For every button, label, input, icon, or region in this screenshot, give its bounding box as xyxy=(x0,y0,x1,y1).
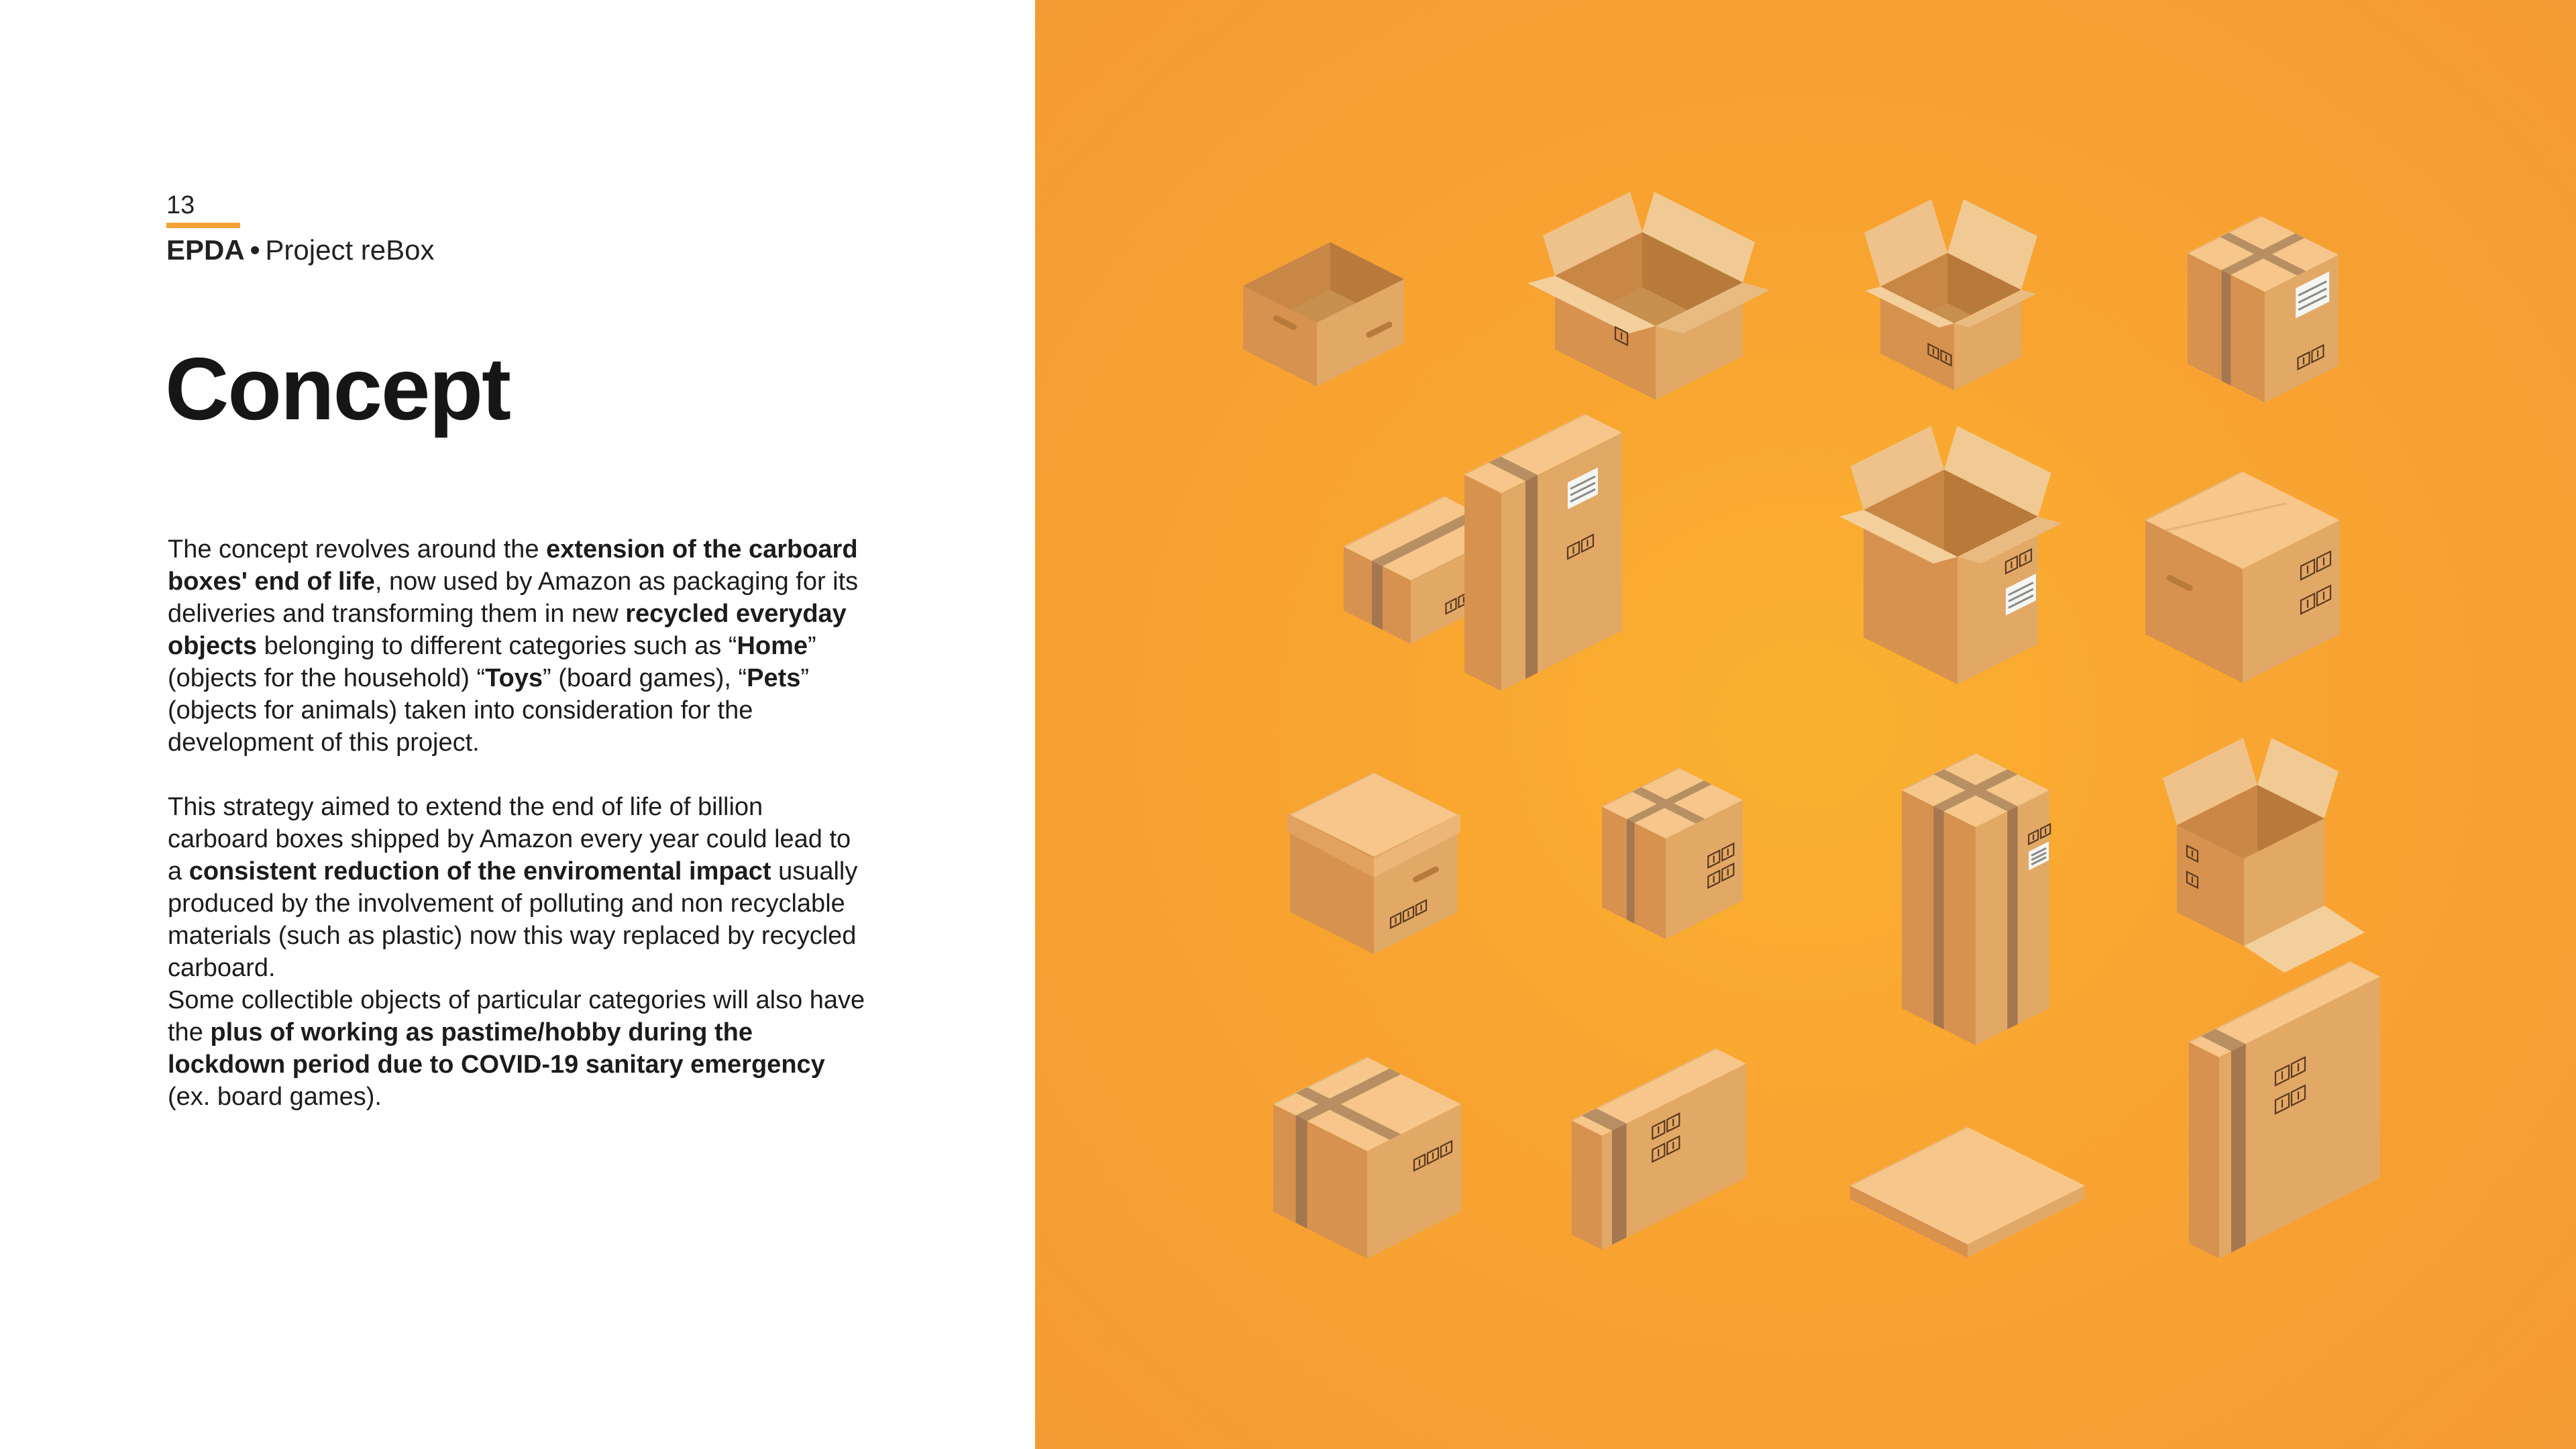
box-small-cube-taped xyxy=(1602,768,1743,939)
project-name: Project reBox xyxy=(265,234,435,266)
box-left-face xyxy=(1572,1121,1602,1250)
box-open-tall-flaps xyxy=(1839,426,2062,684)
box-left-face xyxy=(2189,1042,2219,1259)
tape-strip-side xyxy=(2231,1044,2246,1252)
page-title: Concept xyxy=(165,339,510,438)
body-run-bold: Pets xyxy=(747,664,801,692)
brand-line xyxy=(166,233,435,268)
body-run: This strategy aimed to extend the end of life of billion carboard boxes shipped by Amazon every year could lead to a xyxy=(168,793,851,885)
cardboard-boxes-illustration xyxy=(1035,0,2576,1449)
tape-strip-side xyxy=(2007,806,2017,1030)
box-closed-taped-icons xyxy=(1273,1057,1461,1258)
illustration-panel xyxy=(1035,0,2576,1449)
body-run-bold: plus of working as pastime/hobby during the lockdown period due to COVID-19 sanitary emergency xyxy=(168,1018,825,1079)
accent-rule xyxy=(166,223,240,228)
page-number: 13 xyxy=(166,191,195,219)
box-open-tray-handle xyxy=(1243,242,1404,386)
tape-strip-side xyxy=(1296,1116,1307,1228)
body-run-bold: recycled everyday objects xyxy=(168,600,847,660)
body-run: ” (objects for the household) “ xyxy=(168,632,816,692)
body-run: , now used by Amazon as packaging for its deliveries and transforming them in new xyxy=(168,568,859,628)
brand-separator: • xyxy=(250,234,260,266)
box-tall-tower-taped xyxy=(1902,753,2050,1045)
box-open-side-flaps xyxy=(2163,738,2365,973)
box-left-face xyxy=(1464,475,1501,692)
box-open-flaps-up xyxy=(1864,199,2037,390)
box-top-face xyxy=(1850,1127,2085,1244)
body-paragraph-1 xyxy=(168,533,865,759)
box-flat-sheet xyxy=(1850,1127,2085,1258)
body-run: (ex. board games). xyxy=(168,1083,382,1111)
body-run: ” (board games), “ xyxy=(543,664,747,692)
body-run: The concept revolves around the xyxy=(168,535,547,564)
text-panel xyxy=(0,0,1035,1449)
body-run-bold: Home xyxy=(737,632,808,660)
body-run: ” (objects for animals) taken into consideration for the development of this project. xyxy=(168,664,810,757)
tape-strip-side xyxy=(1525,475,1538,679)
box-tall-slim-taped-label xyxy=(1464,415,1622,692)
body-run: Some collectible objects of particular categories will also have the xyxy=(168,986,865,1046)
box-lidded-box-handle xyxy=(1287,773,1460,954)
box-closed-taped-wide xyxy=(1572,1049,1746,1250)
body-run: belonging to different categories such as “ xyxy=(257,632,737,660)
box-closed-taped-label xyxy=(2188,217,2339,403)
tape-strip-side xyxy=(1933,806,1943,1030)
body-run: usually produced by the involvement of polluting and non recyclable materials (such as plastic) now this way replaced by recycled carboard. xyxy=(168,857,858,982)
body-text xyxy=(168,533,865,1113)
box-tall-taped-icons xyxy=(2189,962,2380,1259)
body-run-bold: extension of the carboard boxes' end of life xyxy=(168,535,858,596)
body-run-bold: consistent reduction of the enviromental impact xyxy=(189,857,771,885)
tape-strip-side xyxy=(2222,270,2231,386)
body-paragraph-2 xyxy=(168,791,865,1113)
box-closed-handle-icons xyxy=(2145,472,2340,683)
tape-strip-side xyxy=(1372,561,1383,630)
tape-strip-side xyxy=(1612,1124,1627,1245)
box-open-flaps-wide xyxy=(1528,192,1770,400)
brand-name: EPDA xyxy=(166,234,245,266)
tape-strip-side xyxy=(1627,819,1635,924)
body-run-bold: Toys xyxy=(485,664,543,692)
